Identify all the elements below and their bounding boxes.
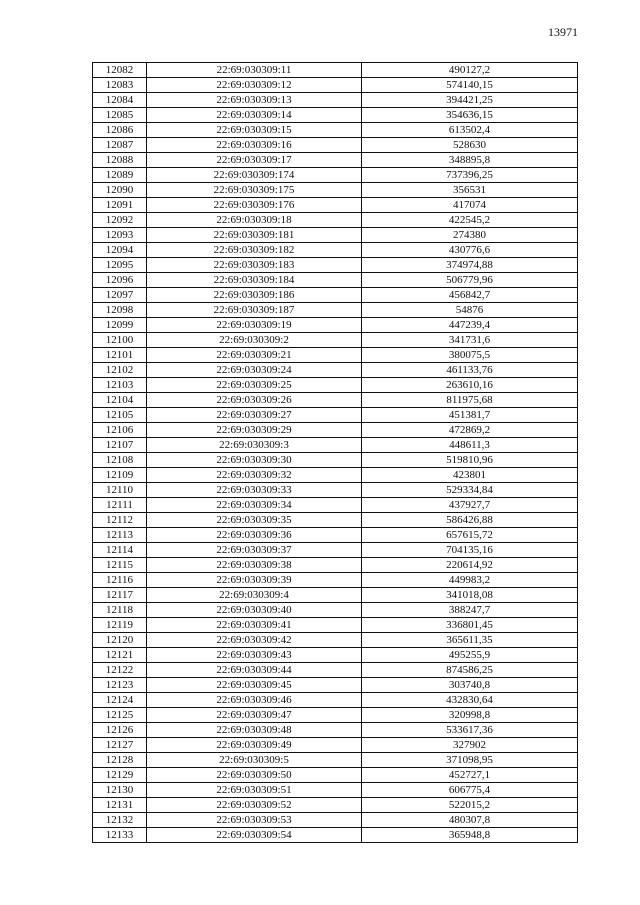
table-row — [93, 258, 578, 273]
cadastral-number-cell: 22:69:030309:3 — [147, 438, 362, 453]
row-number-cell: 12115 — [93, 558, 147, 573]
cadastral-number-cell: 22:69:030309:44 — [147, 663, 362, 678]
row-number-cell: 12098 — [93, 303, 147, 318]
table-row — [93, 183, 578, 198]
row-number-cell: 12107 — [93, 438, 147, 453]
row-number-cell: 12100 — [93, 333, 147, 348]
value-cell: 263610,16 — [362, 378, 578, 393]
row-number-cell: 12130 — [93, 783, 147, 798]
cadastral-number-cell: 22:69:030309:18 — [147, 213, 362, 228]
cadastral-value-table — [92, 62, 578, 843]
cadastral-number-cell: 22:69:030309:15 — [147, 123, 362, 138]
table-row — [93, 228, 578, 243]
cadastral-number-cell: 22:69:030309:33 — [147, 483, 362, 498]
value-cell: 327902 — [362, 738, 578, 753]
table-row — [93, 198, 578, 213]
cadastral-number-cell: 22:69:030309:48 — [147, 723, 362, 738]
value-cell: 320998,8 — [362, 708, 578, 723]
cadastral-number-cell: 22:69:030309:38 — [147, 558, 362, 573]
cadastral-number-cell: 22:69:030309:5 — [147, 753, 362, 768]
table-row — [93, 123, 578, 138]
table-row — [93, 168, 578, 183]
cadastral-number-cell: 22:69:030309:19 — [147, 318, 362, 333]
table-row — [93, 663, 578, 678]
value-cell: 274380 — [362, 228, 578, 243]
value-cell: 437927,7 — [362, 498, 578, 513]
value-cell: 448611,3 — [362, 438, 578, 453]
cadastral-number-cell: 22:69:030309:53 — [147, 813, 362, 828]
cadastral-number-cell: 22:69:030309:26 — [147, 393, 362, 408]
table-row — [93, 618, 578, 633]
row-number-cell: 12132 — [93, 813, 147, 828]
row-number-cell: 12096 — [93, 273, 147, 288]
row-number-cell: 12112 — [93, 513, 147, 528]
table-body — [93, 63, 578, 843]
cadastral-number-cell: 22:69:030309:37 — [147, 543, 362, 558]
value-cell: 506779,96 — [362, 273, 578, 288]
table-row — [93, 768, 578, 783]
value-cell: 348895,8 — [362, 153, 578, 168]
value-cell: 449983,2 — [362, 573, 578, 588]
row-number-cell: 12120 — [93, 633, 147, 648]
row-number-cell: 12108 — [93, 453, 147, 468]
cadastral-number-cell: 22:69:030309:186 — [147, 288, 362, 303]
row-number-cell: 12131 — [93, 798, 147, 813]
cadastral-number-cell: 22:69:030309:2 — [147, 333, 362, 348]
row-number-cell: 12106 — [93, 423, 147, 438]
value-cell: 613502,4 — [362, 123, 578, 138]
table-row — [93, 318, 578, 333]
table-row — [93, 108, 578, 123]
value-cell: 356531 — [362, 183, 578, 198]
row-number-cell: 12083 — [93, 78, 147, 93]
value-cell: 874586,25 — [362, 663, 578, 678]
value-cell: 533617,36 — [362, 723, 578, 738]
row-number-cell: 12086 — [93, 123, 147, 138]
table-row — [93, 498, 578, 513]
cadastral-number-cell: 22:69:030309:183 — [147, 258, 362, 273]
cadastral-number-cell: 22:69:030309:4 — [147, 588, 362, 603]
row-number-cell: 12091 — [93, 198, 147, 213]
row-number-cell: 12101 — [93, 348, 147, 363]
value-cell: 394421,25 — [362, 93, 578, 108]
cadastral-number-cell: 22:69:030309:45 — [147, 678, 362, 693]
value-cell: 657615,72 — [362, 528, 578, 543]
page-number: 13971 — [548, 25, 578, 39]
value-cell: 586426,88 — [362, 513, 578, 528]
row-number-cell: 12116 — [93, 573, 147, 588]
cadastral-number-cell: 22:69:030309:41 — [147, 618, 362, 633]
value-cell: 354636,15 — [362, 108, 578, 123]
row-number-cell: 12103 — [93, 378, 147, 393]
row-number-cell: 12109 — [93, 468, 147, 483]
row-number-cell: 12097 — [93, 288, 147, 303]
cadastral-number-cell: 22:69:030309:21 — [147, 348, 362, 363]
table-row — [93, 633, 578, 648]
table-row — [93, 558, 578, 573]
table-row — [93, 708, 578, 723]
table-row — [93, 753, 578, 768]
table-row — [93, 273, 578, 288]
table-row — [93, 423, 578, 438]
value-cell: 423801 — [362, 468, 578, 483]
cadastral-number-cell: 22:69:030309:187 — [147, 303, 362, 318]
cadastral-number-cell: 22:69:030309:175 — [147, 183, 362, 198]
row-number-cell: 12092 — [93, 213, 147, 228]
table-row — [93, 543, 578, 558]
table-row — [93, 393, 578, 408]
value-cell: 528630 — [362, 138, 578, 153]
cadastral-number-cell: 22:69:030309:24 — [147, 363, 362, 378]
row-number-cell: 12121 — [93, 648, 147, 663]
table-row — [93, 153, 578, 168]
table-row — [93, 333, 578, 348]
table-row — [93, 348, 578, 363]
table-row — [93, 648, 578, 663]
value-cell: 220614,92 — [362, 558, 578, 573]
table-row — [93, 483, 578, 498]
row-number-cell: 12133 — [93, 828, 147, 843]
table-row — [93, 93, 578, 108]
row-number-cell: 12117 — [93, 588, 147, 603]
cadastral-number-cell: 22:69:030309:30 — [147, 453, 362, 468]
value-cell: 480307,8 — [362, 813, 578, 828]
value-cell: 495255,9 — [362, 648, 578, 663]
value-cell: 365611,35 — [362, 633, 578, 648]
table-row — [93, 213, 578, 228]
row-number-cell: 12128 — [93, 753, 147, 768]
cadastral-number-cell: 22:69:030309:47 — [147, 708, 362, 723]
value-cell: 451381,7 — [362, 408, 578, 423]
cadastral-number-cell: 22:69:030309:25 — [147, 378, 362, 393]
row-number-cell: 12125 — [93, 708, 147, 723]
row-number-cell: 12123 — [93, 678, 147, 693]
row-number-cell: 12114 — [93, 543, 147, 558]
row-number-cell: 12087 — [93, 138, 147, 153]
value-cell: 371098,95 — [362, 753, 578, 768]
cadastral-number-cell: 22:69:030309:11 — [147, 63, 362, 78]
cadastral-number-cell: 22:69:030309:174 — [147, 168, 362, 183]
cadastral-number-cell: 22:69:030309:50 — [147, 768, 362, 783]
row-number-cell: 12119 — [93, 618, 147, 633]
cadastral-number-cell: 22:69:030309:181 — [147, 228, 362, 243]
table-row — [93, 453, 578, 468]
table-row — [93, 78, 578, 93]
table-row — [93, 378, 578, 393]
row-number-cell: 12126 — [93, 723, 147, 738]
value-cell: 574140,15 — [362, 78, 578, 93]
table-row — [93, 408, 578, 423]
table-row — [93, 588, 578, 603]
value-cell: 432830,64 — [362, 693, 578, 708]
cadastral-number-cell: 22:69:030309:16 — [147, 138, 362, 153]
row-number-cell: 12110 — [93, 483, 147, 498]
row-number-cell: 12099 — [93, 318, 147, 333]
value-cell: 341731,6 — [362, 333, 578, 348]
table-row — [93, 513, 578, 528]
value-cell: 388247,7 — [362, 603, 578, 618]
cadastral-number-cell: 22:69:030309:32 — [147, 468, 362, 483]
value-cell: 519810,96 — [362, 453, 578, 468]
value-cell: 452727,1 — [362, 768, 578, 783]
table-row — [93, 303, 578, 318]
row-number-cell: 12124 — [93, 693, 147, 708]
cadastral-number-cell: 22:69:030309:54 — [147, 828, 362, 843]
table-row — [93, 138, 578, 153]
table-row — [93, 288, 578, 303]
row-number-cell: 12122 — [93, 663, 147, 678]
value-cell: 490127,2 — [362, 63, 578, 78]
value-cell: 303740,8 — [362, 678, 578, 693]
value-cell: 456842,7 — [362, 288, 578, 303]
value-cell: 447239,4 — [362, 318, 578, 333]
value-cell: 380075,5 — [362, 348, 578, 363]
row-number-cell: 12113 — [93, 528, 147, 543]
cadastral-number-cell: 22:69:030309:51 — [147, 783, 362, 798]
value-cell: 522015,2 — [362, 798, 578, 813]
value-cell: 336801,45 — [362, 618, 578, 633]
value-cell: 417074 — [362, 198, 578, 213]
cadastral-number-cell: 22:69:030309:13 — [147, 93, 362, 108]
value-cell: 461133,76 — [362, 363, 578, 378]
table-row — [93, 573, 578, 588]
cadastral-number-cell: 22:69:030309:35 — [147, 513, 362, 528]
table-row — [93, 438, 578, 453]
value-cell: 365948,8 — [362, 828, 578, 843]
table-row — [93, 678, 578, 693]
cadastral-number-cell: 22:69:030309:29 — [147, 423, 362, 438]
value-cell: 472869,2 — [362, 423, 578, 438]
cadastral-number-cell: 22:69:030309:39 — [147, 573, 362, 588]
cadastral-number-cell: 22:69:030309:40 — [147, 603, 362, 618]
value-cell: 374974,88 — [362, 258, 578, 273]
table-row — [93, 798, 578, 813]
cadastral-number-cell: 22:69:030309:36 — [147, 528, 362, 543]
cadastral-number-cell: 22:69:030309:43 — [147, 648, 362, 663]
table-row — [93, 528, 578, 543]
cadastral-number-cell: 22:69:030309:17 — [147, 153, 362, 168]
value-cell: 54876 — [362, 303, 578, 318]
value-cell: 737396,25 — [362, 168, 578, 183]
table-row — [93, 738, 578, 753]
value-cell: 430776,6 — [362, 243, 578, 258]
row-number-cell: 12090 — [93, 183, 147, 198]
cadastral-number-cell: 22:69:030309:42 — [147, 633, 362, 648]
row-number-cell: 12084 — [93, 93, 147, 108]
row-number-cell: 12102 — [93, 363, 147, 378]
row-number-cell: 12095 — [93, 258, 147, 273]
cadastral-number-cell: 22:69:030309:27 — [147, 408, 362, 423]
value-cell: 704135,16 — [362, 543, 578, 558]
value-cell: 422545,2 — [362, 213, 578, 228]
cadastral-number-cell: 22:69:030309:12 — [147, 78, 362, 93]
table-row — [93, 468, 578, 483]
row-number-cell: 12094 — [93, 243, 147, 258]
row-number-cell: 12089 — [93, 168, 147, 183]
row-number-cell: 12111 — [93, 498, 147, 513]
table-row — [93, 783, 578, 798]
value-cell: 811975,68 — [362, 393, 578, 408]
table-row — [93, 813, 578, 828]
table-row — [93, 828, 578, 843]
table-row — [93, 243, 578, 258]
row-number-cell: 12118 — [93, 603, 147, 618]
value-cell: 529334,84 — [362, 483, 578, 498]
row-number-cell: 12129 — [93, 768, 147, 783]
cadastral-number-cell: 22:69:030309:52 — [147, 798, 362, 813]
cadastral-number-cell: 22:69:030309:34 — [147, 498, 362, 513]
row-number-cell: 12104 — [93, 393, 147, 408]
cadastral-number-cell: 22:69:030309:184 — [147, 273, 362, 288]
cadastral-number-cell: 22:69:030309:182 — [147, 243, 362, 258]
table-row — [93, 693, 578, 708]
table-row — [93, 63, 578, 78]
cadastral-number-cell: 22:69:030309:176 — [147, 198, 362, 213]
cadastral-number-cell: 22:69:030309:14 — [147, 108, 362, 123]
table-row — [93, 363, 578, 378]
value-cell: 606775,4 — [362, 783, 578, 798]
row-number-cell: 12093 — [93, 228, 147, 243]
table-row — [93, 723, 578, 738]
row-number-cell: 12127 — [93, 738, 147, 753]
cadastral-number-cell: 22:69:030309:46 — [147, 693, 362, 708]
value-cell: 341018,08 — [362, 588, 578, 603]
cadastral-number-cell: 22:69:030309:49 — [147, 738, 362, 753]
row-number-cell: 12105 — [93, 408, 147, 423]
row-number-cell: 12082 — [93, 63, 147, 78]
row-number-cell: 12088 — [93, 153, 147, 168]
row-number-cell: 12085 — [93, 108, 147, 123]
table-row — [93, 603, 578, 618]
